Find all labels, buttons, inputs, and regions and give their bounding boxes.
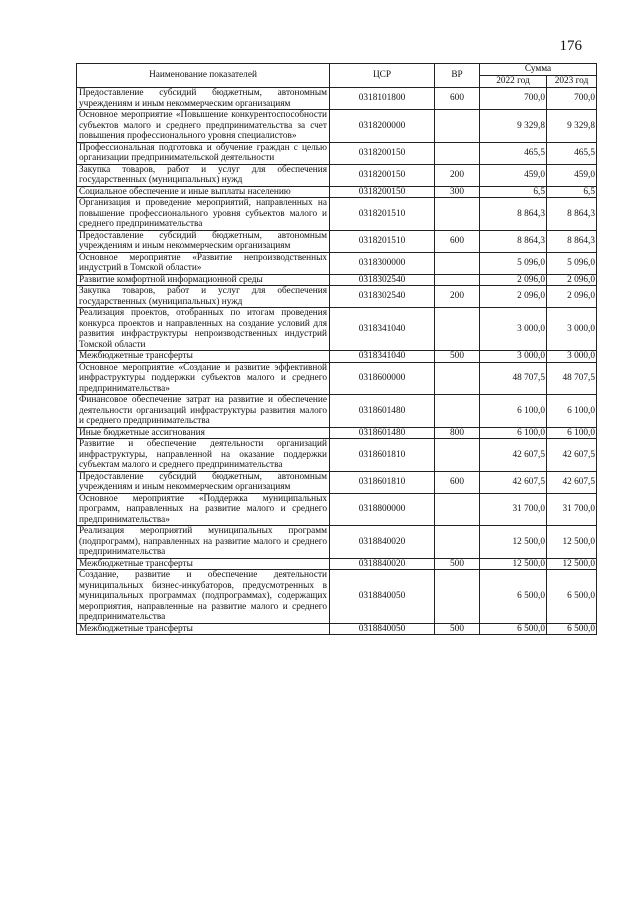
row-vr: 600 [435, 471, 480, 493]
row-name: Межбюджетные трансферты [77, 558, 330, 570]
table-header [77, 64, 597, 88]
row-name: Предоставление субсидий бюджетным, автономным учреждениям и иным некоммерческим организациям [77, 230, 330, 252]
row-sum-2023: 2 096,0 [547, 286, 597, 308]
row-vr: 200 [435, 286, 480, 308]
row-vr [435, 570, 480, 624]
row-vr [435, 274, 480, 286]
row-sum-2022: 8 864,3 [480, 230, 547, 252]
row-csr: 0318200150 [330, 164, 435, 186]
row-sum-2022: 700,0 [480, 88, 547, 110]
row-sum-2023: 3 000,0 [547, 351, 597, 363]
row-name: Основное мероприятие «Развитие непроизводственных индустрий в Томской области» [77, 252, 330, 274]
row-vr: 800 [435, 427, 480, 439]
header-csr: ЦСР [330, 64, 435, 88]
row-sum-2023: 6 100,0 [547, 395, 597, 428]
table-row [77, 198, 597, 231]
row-csr: 0318101800 [330, 88, 435, 110]
row-sum-2022: 42 607,5 [480, 439, 547, 472]
table-row [77, 362, 597, 395]
row-vr [435, 526, 480, 559]
table-row [77, 186, 597, 198]
row-vr [435, 395, 480, 428]
row-sum-2022: 2 096,0 [480, 274, 547, 286]
row-sum-2022: 48 707,5 [480, 362, 547, 395]
row-csr: 0318840020 [330, 558, 435, 570]
row-sum-2023: 8 864,3 [547, 198, 597, 231]
row-csr: 0318601480 [330, 427, 435, 439]
row-vr [435, 493, 480, 526]
table-row [77, 493, 597, 526]
row-vr: 500 [435, 558, 480, 570]
row-csr: 0318601810 [330, 439, 435, 472]
row-sum-2022: 42 607,5 [480, 471, 547, 493]
table-row [77, 88, 597, 110]
table-row [77, 286, 597, 308]
row-name: Межбюджетные трансферты [77, 351, 330, 363]
row-vr [435, 252, 480, 274]
row-csr: 0318600000 [330, 362, 435, 395]
row-sum-2023: 12 500,0 [547, 558, 597, 570]
row-sum-2022: 3 000,0 [480, 351, 547, 363]
row-sum-2022: 6 100,0 [480, 395, 547, 428]
row-csr: 0318201510 [330, 198, 435, 231]
row-vr: 500 [435, 351, 480, 363]
table-row [77, 526, 597, 559]
table-row [77, 427, 597, 439]
row-name: Реализация проектов, отобранных по итогам проведения конкурса проектов и направленных на создание условий для развития инфраструктуры непроизводственных индустрий Томской области [77, 308, 330, 351]
row-csr: 0318601480 [330, 395, 435, 428]
row-sum-2023: 42 607,5 [547, 439, 597, 472]
row-vr: 600 [435, 230, 480, 252]
table-row [77, 623, 597, 635]
row-sum-2023: 42 607,5 [547, 471, 597, 493]
row-name: Финансовое обеспечение затрат на развитие и обеспечение деятельности организаций инфраструктуры развития малого и среднего предпринимательства [77, 395, 330, 428]
row-sum-2022: 9 329,8 [480, 110, 547, 143]
table-row [77, 308, 597, 351]
row-name: Организация и проведение мероприятий, направленных на повышение профессионального уровня субъектов малого и среднего предпринимательства [77, 198, 330, 231]
row-sum-2023: 3 000,0 [547, 308, 597, 351]
row-sum-2022: 6 500,0 [480, 570, 547, 624]
row-name: Создание, развитие и обеспечение деятельности муниципальных бизнес-инкубаторов, предусмотренных в муниципальных программах (подпрограммах), содержащих мероприятия, направленные на развитие малого и среднего предпринимательства [77, 570, 330, 624]
row-name: Развитие и обеспечение деятельности организаций инфраструктуры, направленной на оказание поддержки субъектам малого и среднего предпринимательства [77, 439, 330, 472]
row-csr: 0318302540 [330, 274, 435, 286]
row-sum-2023: 700,0 [547, 88, 597, 110]
row-csr: 0318840050 [330, 623, 435, 635]
row-sum-2022: 2 096,0 [480, 286, 547, 308]
row-vr: 600 [435, 88, 480, 110]
row-vr [435, 110, 480, 143]
table-row [77, 471, 597, 493]
row-name: Закупка товаров, работ и услуг для обеспечения государственных (муниципальных) нужд [77, 286, 330, 308]
header-year-2022: 2022 год [480, 76, 547, 88]
row-vr [435, 308, 480, 351]
row-sum-2023: 6,5 [547, 186, 597, 198]
row-csr: 0318300000 [330, 252, 435, 274]
table-row [77, 110, 597, 143]
table-row [77, 164, 597, 186]
row-vr: 300 [435, 186, 480, 198]
table-body [77, 88, 597, 635]
row-sum-2023: 31 700,0 [547, 493, 597, 526]
row-sum-2022: 12 500,0 [480, 526, 547, 559]
table-row [77, 230, 597, 252]
row-sum-2023: 6 100,0 [547, 427, 597, 439]
row-csr: 0318601810 [330, 471, 435, 493]
table-row [77, 351, 597, 363]
row-csr: 0318341040 [330, 351, 435, 363]
row-csr: 0318800000 [330, 493, 435, 526]
row-name: Профессиональная подготовка и обучение граждан с целью организации предпринимательской деятельности [77, 142, 330, 164]
row-name: Закупка товаров, работ и услуг для обеспечения государственных (муниципальных) нужд [77, 164, 330, 186]
table-row [77, 570, 597, 624]
row-csr: 0318840020 [330, 526, 435, 559]
row-name: Межбюджетные трансферты [77, 623, 330, 635]
row-name: Основное мероприятие «Создание и развитие эффективной инфраструктуры поддержки субъектов малого и среднего предпринимательства» [77, 362, 330, 395]
row-name: Основное мероприятие «Поддержка муниципальных программ, направленных на развитие малого и среднего предпринимательства» [77, 493, 330, 526]
row-name: Реализация мероприятий муниципальных программ (подпрограмм), направленных на развитие малого и среднего предпринимательства [77, 526, 330, 559]
page-number: 176 [559, 38, 582, 54]
table-row [77, 252, 597, 274]
table-row [77, 274, 597, 286]
row-csr: 0318341040 [330, 308, 435, 351]
row-sum-2023: 9 329,8 [547, 110, 597, 143]
table-row [77, 142, 597, 164]
header-sum: Сумма [480, 64, 597, 76]
header-vr: ВР [435, 64, 480, 88]
row-vr: 200 [435, 164, 480, 186]
table-row [77, 395, 597, 428]
row-sum-2023: 48 707,5 [547, 362, 597, 395]
row-sum-2022: 31 700,0 [480, 493, 547, 526]
row-sum-2023: 12 500,0 [547, 526, 597, 559]
row-sum-2023: 6 500,0 [547, 623, 597, 635]
row-vr [435, 362, 480, 395]
row-sum-2023: 5 096,0 [547, 252, 597, 274]
row-sum-2023: 6 500,0 [547, 570, 597, 624]
row-csr: 0318840050 [330, 570, 435, 624]
header-name: Наименование показателей [77, 64, 330, 88]
row-sum-2023: 8 864,3 [547, 230, 597, 252]
row-sum-2022: 6 500,0 [480, 623, 547, 635]
row-name: Основное мероприятие «Повышение конкурентоспособности субъектов малого и среднего предпринимательства за счет повышения профессионального уровня специалистов» [77, 110, 330, 143]
row-csr: 0318200150 [330, 142, 435, 164]
header-year-2023: 2023 год [547, 76, 597, 88]
row-vr [435, 439, 480, 472]
row-sum-2022: 8 864,3 [480, 198, 547, 231]
row-name: Иные бюджетные ассигнования [77, 427, 330, 439]
row-sum-2022: 6,5 [480, 186, 547, 198]
row-vr [435, 142, 480, 164]
row-sum-2023: 459,0 [547, 164, 597, 186]
row-vr: 500 [435, 623, 480, 635]
row-name: Предоставление субсидий бюджетным, автономным учреждениям и иным некоммерческим организациям [77, 88, 330, 110]
row-csr: 0318200150 [330, 186, 435, 198]
row-vr [435, 198, 480, 231]
budget-table [76, 63, 597, 635]
row-sum-2022: 459,0 [480, 164, 547, 186]
row-name: Развитие комфортной информационной среды [77, 274, 330, 286]
row-sum-2022: 6 100,0 [480, 427, 547, 439]
row-sum-2023: 2 096,0 [547, 274, 597, 286]
row-sum-2022: 465,5 [480, 142, 547, 164]
row-name: Предоставление субсидий бюджетным, автономным учреждениям и иным некоммерческим организациям [77, 471, 330, 493]
row-csr: 0318200000 [330, 110, 435, 143]
row-name: Социальное обеспечение и иные выплаты населению [77, 186, 330, 198]
row-sum-2022: 5 096,0 [480, 252, 547, 274]
row-csr: 0318201510 [330, 230, 435, 252]
row-sum-2022: 12 500,0 [480, 558, 547, 570]
table-row [77, 558, 597, 570]
row-sum-2023: 465,5 [547, 142, 597, 164]
row-sum-2022: 3 000,0 [480, 308, 547, 351]
table-row [77, 439, 597, 472]
row-csr: 0318302540 [330, 286, 435, 308]
